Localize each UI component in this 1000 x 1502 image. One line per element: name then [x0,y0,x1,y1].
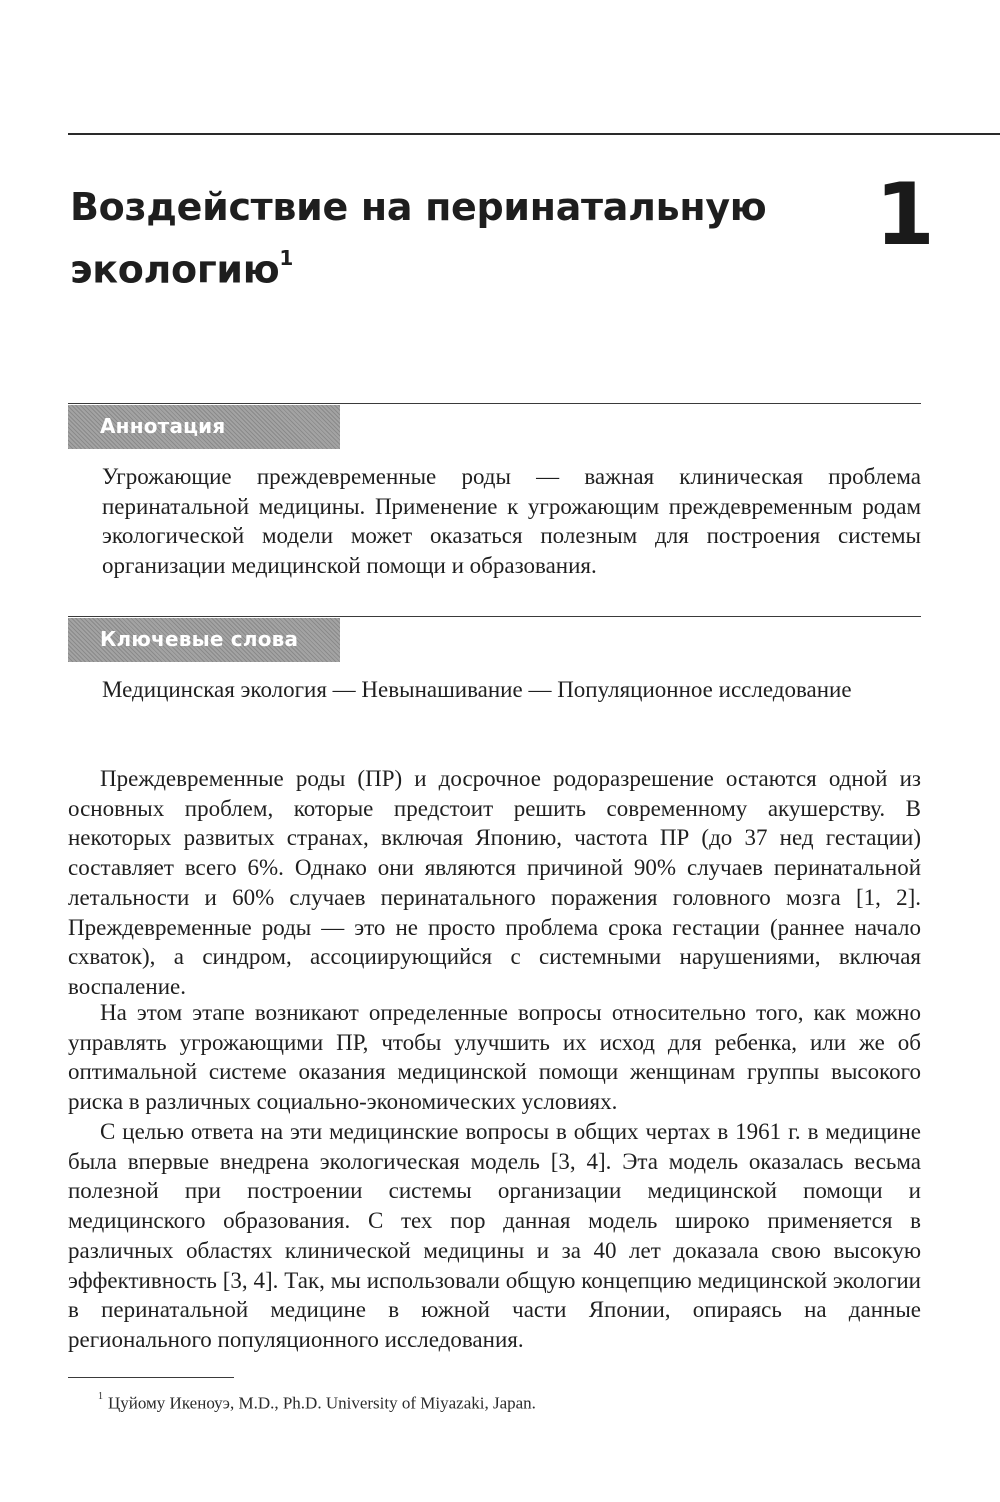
body-paragraph-2: На этом этапе возникают определенные вопросы относительно того, как можно управлять угрожающими ПР, чтобы улучшить их исход для ребенка, или же об оптимальной системе оказания медицинской помощи женщинам группы высокого риска в различных социально-экономических условиях. [68,1000,921,1115]
keywords-heading-bar [68,616,921,662]
body-paragraph-1: Преждевременные роды (ПР) и досрочное родоразрешение остаются одной из основных проблем, которые предстоит решить современному акушерству. В некоторых развитых странах, включая Японию, частота ПР (до 37 нед гестации) составляет всего 6%. Однако они являются причиной 90% случаев перинатальной летальности и 60% случаев перинатального поражения головного мозга [1, 2]. Преждевременные роды — это не просто проблема срока гестации (раннее начало схваток), а синдром, ассоциирующийся с системными нарушениями, включая воспаление. [68,766,921,999]
chapter-title [70,180,830,298]
footnote-text: Цуйому Икеноуэ, M.D., Ph.D. University of Miyazaki, Japan. [108,1393,536,1413]
chapter-title-line2: экологию [70,247,280,292]
abstract-heading: Аннотация [100,414,226,438]
body-paragraph-3: С целью ответа на эти медицинские вопросы в общих чертах в 1961 г. в медицине была впервые внедрена экологическая модель [3, 4]. Эта модель оказалась весьма полезной при построении системы организации медицинской помощи и медицинского образования. С тех пор данная модель широко применяется в различных областях клинической медицины и за 40 лет доказала свою высокую эффективность [3, 4]. Так, мы использовали общую концепцию медицинской экологии в перинатальной медицине в южной части Японии, опираясь на данные регионального популяционного исследования. [68,1119,921,1352]
chapter-number: 1 [875,165,935,265]
top-rule [68,133,1000,135]
chapter-title-line1: Воздействие на перинатальную [70,185,767,229]
footnote-rule [68,1377,234,1378]
abstract-text: Угрожающие преждевременные роды — важная клиническая проблема перинатальной медицины. Применение к угрожающим преждевременным родам экологической модели может оказаться полезным для построения системы организации медицинской помощи и образования. [102,464,921,579]
keywords-heading: Ключевые слова [100,627,299,651]
title-footnote-mark[interactable]: 1 [279,246,294,270]
footnote [98,1389,536,1415]
abstract-rule [68,403,921,404]
abstract-heading-bar [68,403,921,449]
keywords-rule [68,616,921,617]
keywords-text: Медицинская экология — Невынашивание — Популяционное исследование [102,677,852,702]
footnote-mark: 1 [98,1391,103,1402]
